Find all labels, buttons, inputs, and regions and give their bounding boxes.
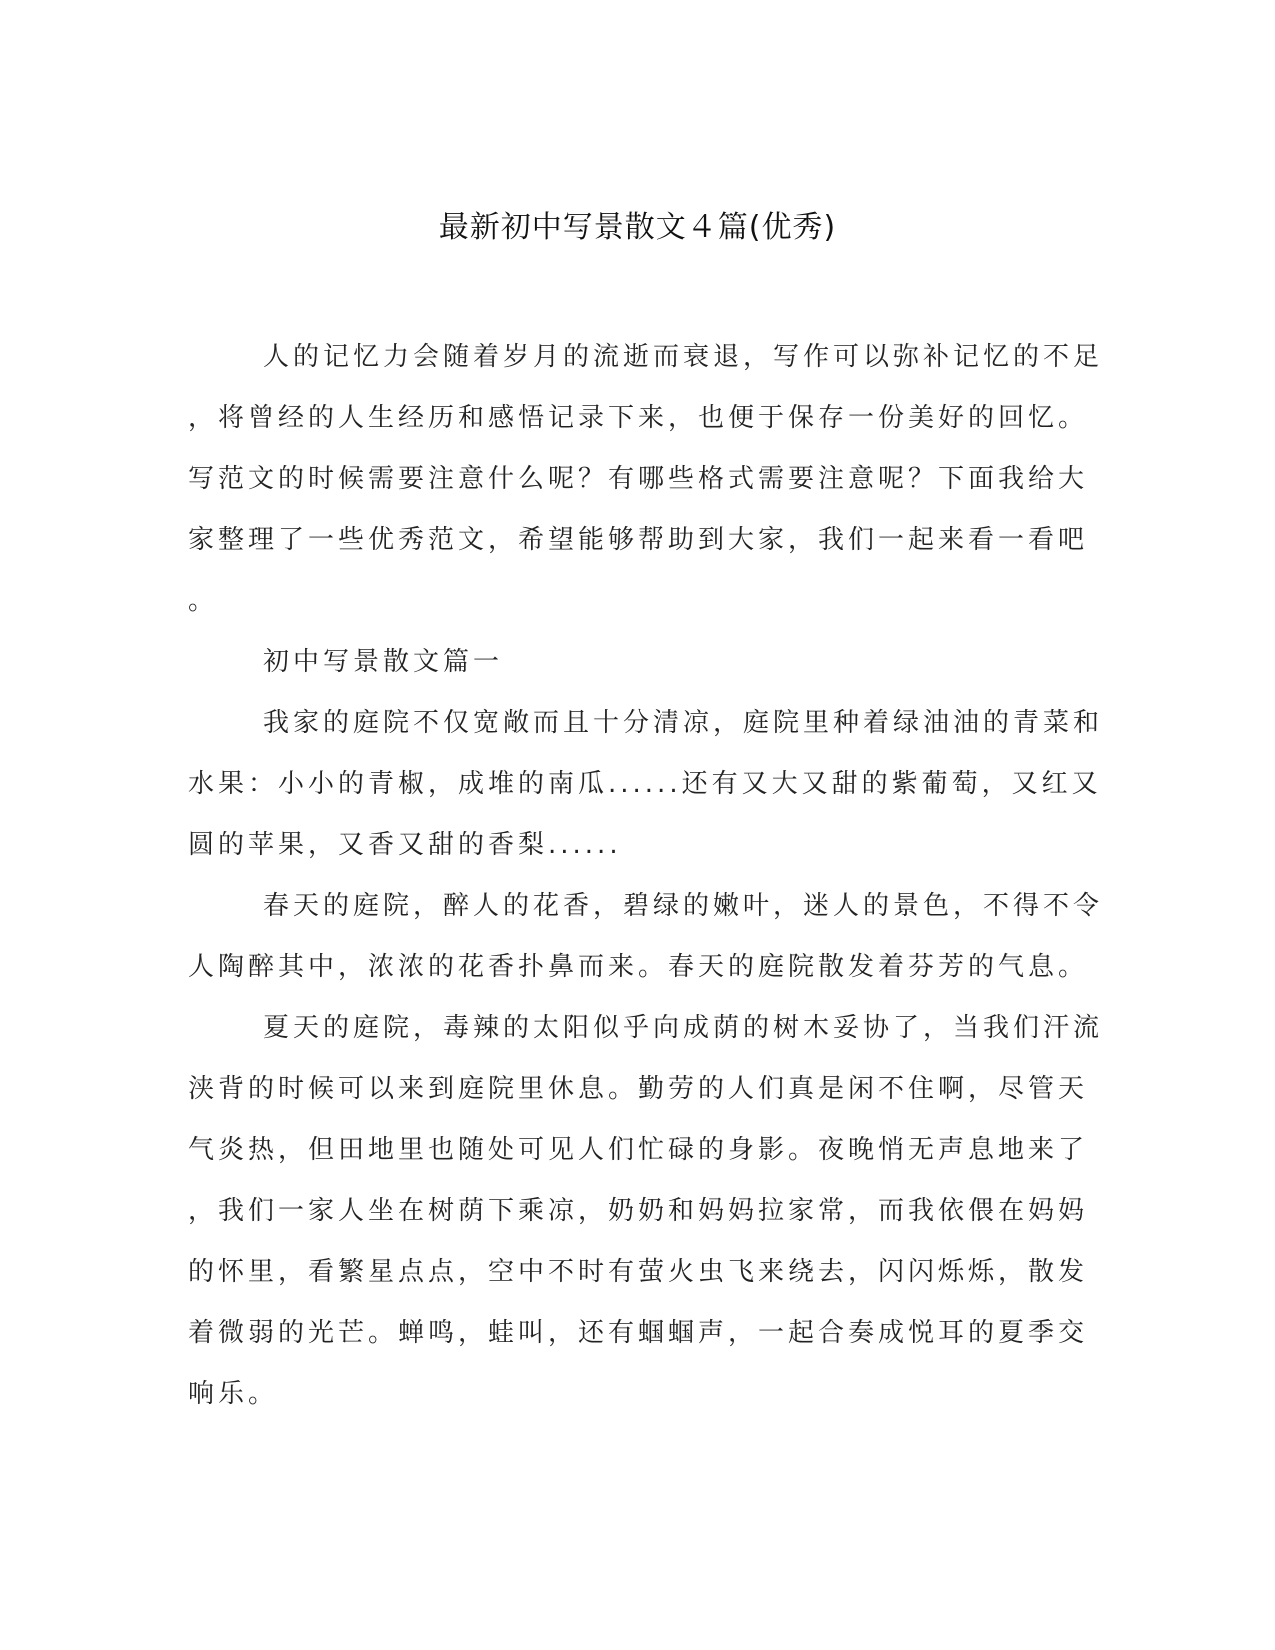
text-line: 着微弱的光芒。蝉鸣，蛙叫，还有蝈蝈声，一起合奏成悦耳的夏季交 xyxy=(188,1318,1089,1348)
text-line: 家整理了一些优秀范文，希望能够帮助到大家，我们一起来看一看吧 xyxy=(188,525,1089,555)
text-line: ，将曾经的人生经历和感悟记录下来，也便于保存一份美好的回忆。 xyxy=(188,403,1089,433)
text-line: 浃背的时候可以来到庭院里休息。勤劳的人们真是闲不住啊，尽管天 xyxy=(188,1074,1089,1104)
document-body xyxy=(188,327,1104,1425)
text-line: 气炎热，但田地里也随处可见人们忙碌的身影。夜晚悄无声息地来了 xyxy=(188,1135,1089,1165)
paragraph-intro xyxy=(188,327,1104,632)
text-line: 人陶醉其中，浓浓的花香扑鼻而来。春天的庭院散发着芬芳的气息。 xyxy=(188,952,1089,982)
document-title: 最新初中写景散文４篇(优秀) xyxy=(438,210,837,245)
text-line: 。 xyxy=(188,586,219,616)
text-line: 春天的庭院，醉人的花香，碧绿的嫩叶，迷人的景色，不得不令 xyxy=(263,891,1104,921)
section-heading-text: 初中写景散文篇一 xyxy=(263,647,504,677)
text-line: 水果：小小的青椒，成堆的南瓜......还有又大又甜的紫葡萄，又红又 xyxy=(188,769,1102,799)
paragraph-summer xyxy=(188,998,1104,1425)
text-line: 夏天的庭院，毒辣的太阳似乎向成荫的树木妥协了，当我们汗流 xyxy=(263,1013,1104,1043)
text-line: 响乐。 xyxy=(188,1379,279,1409)
paragraph-spring xyxy=(188,876,1104,998)
text-line: 我家的庭院不仅宽敞而且十分清凉，庭院里种着绿油油的青菜和 xyxy=(263,708,1104,738)
text-line: 的怀里，看繁星点点，空中不时有萤火虫飞来绕去，闪闪烁烁，散发 xyxy=(188,1257,1089,1287)
text-line: ，我们一家人坐在树荫下乘凉，奶奶和妈妈拉家常，而我依偎在妈妈 xyxy=(188,1196,1089,1226)
paragraph-garden xyxy=(188,693,1104,876)
section-heading xyxy=(188,632,1078,693)
text-line: 写范文的时候需要注意什么呢？有哪些格式需要注意呢？下面我给大 xyxy=(188,464,1089,494)
text-line: 人的记忆力会随着岁月的流逝而衰退，写作可以弥补记忆的不足 xyxy=(263,342,1104,372)
text-line: 圆的苹果，又香又甜的香梨...... xyxy=(188,830,622,860)
